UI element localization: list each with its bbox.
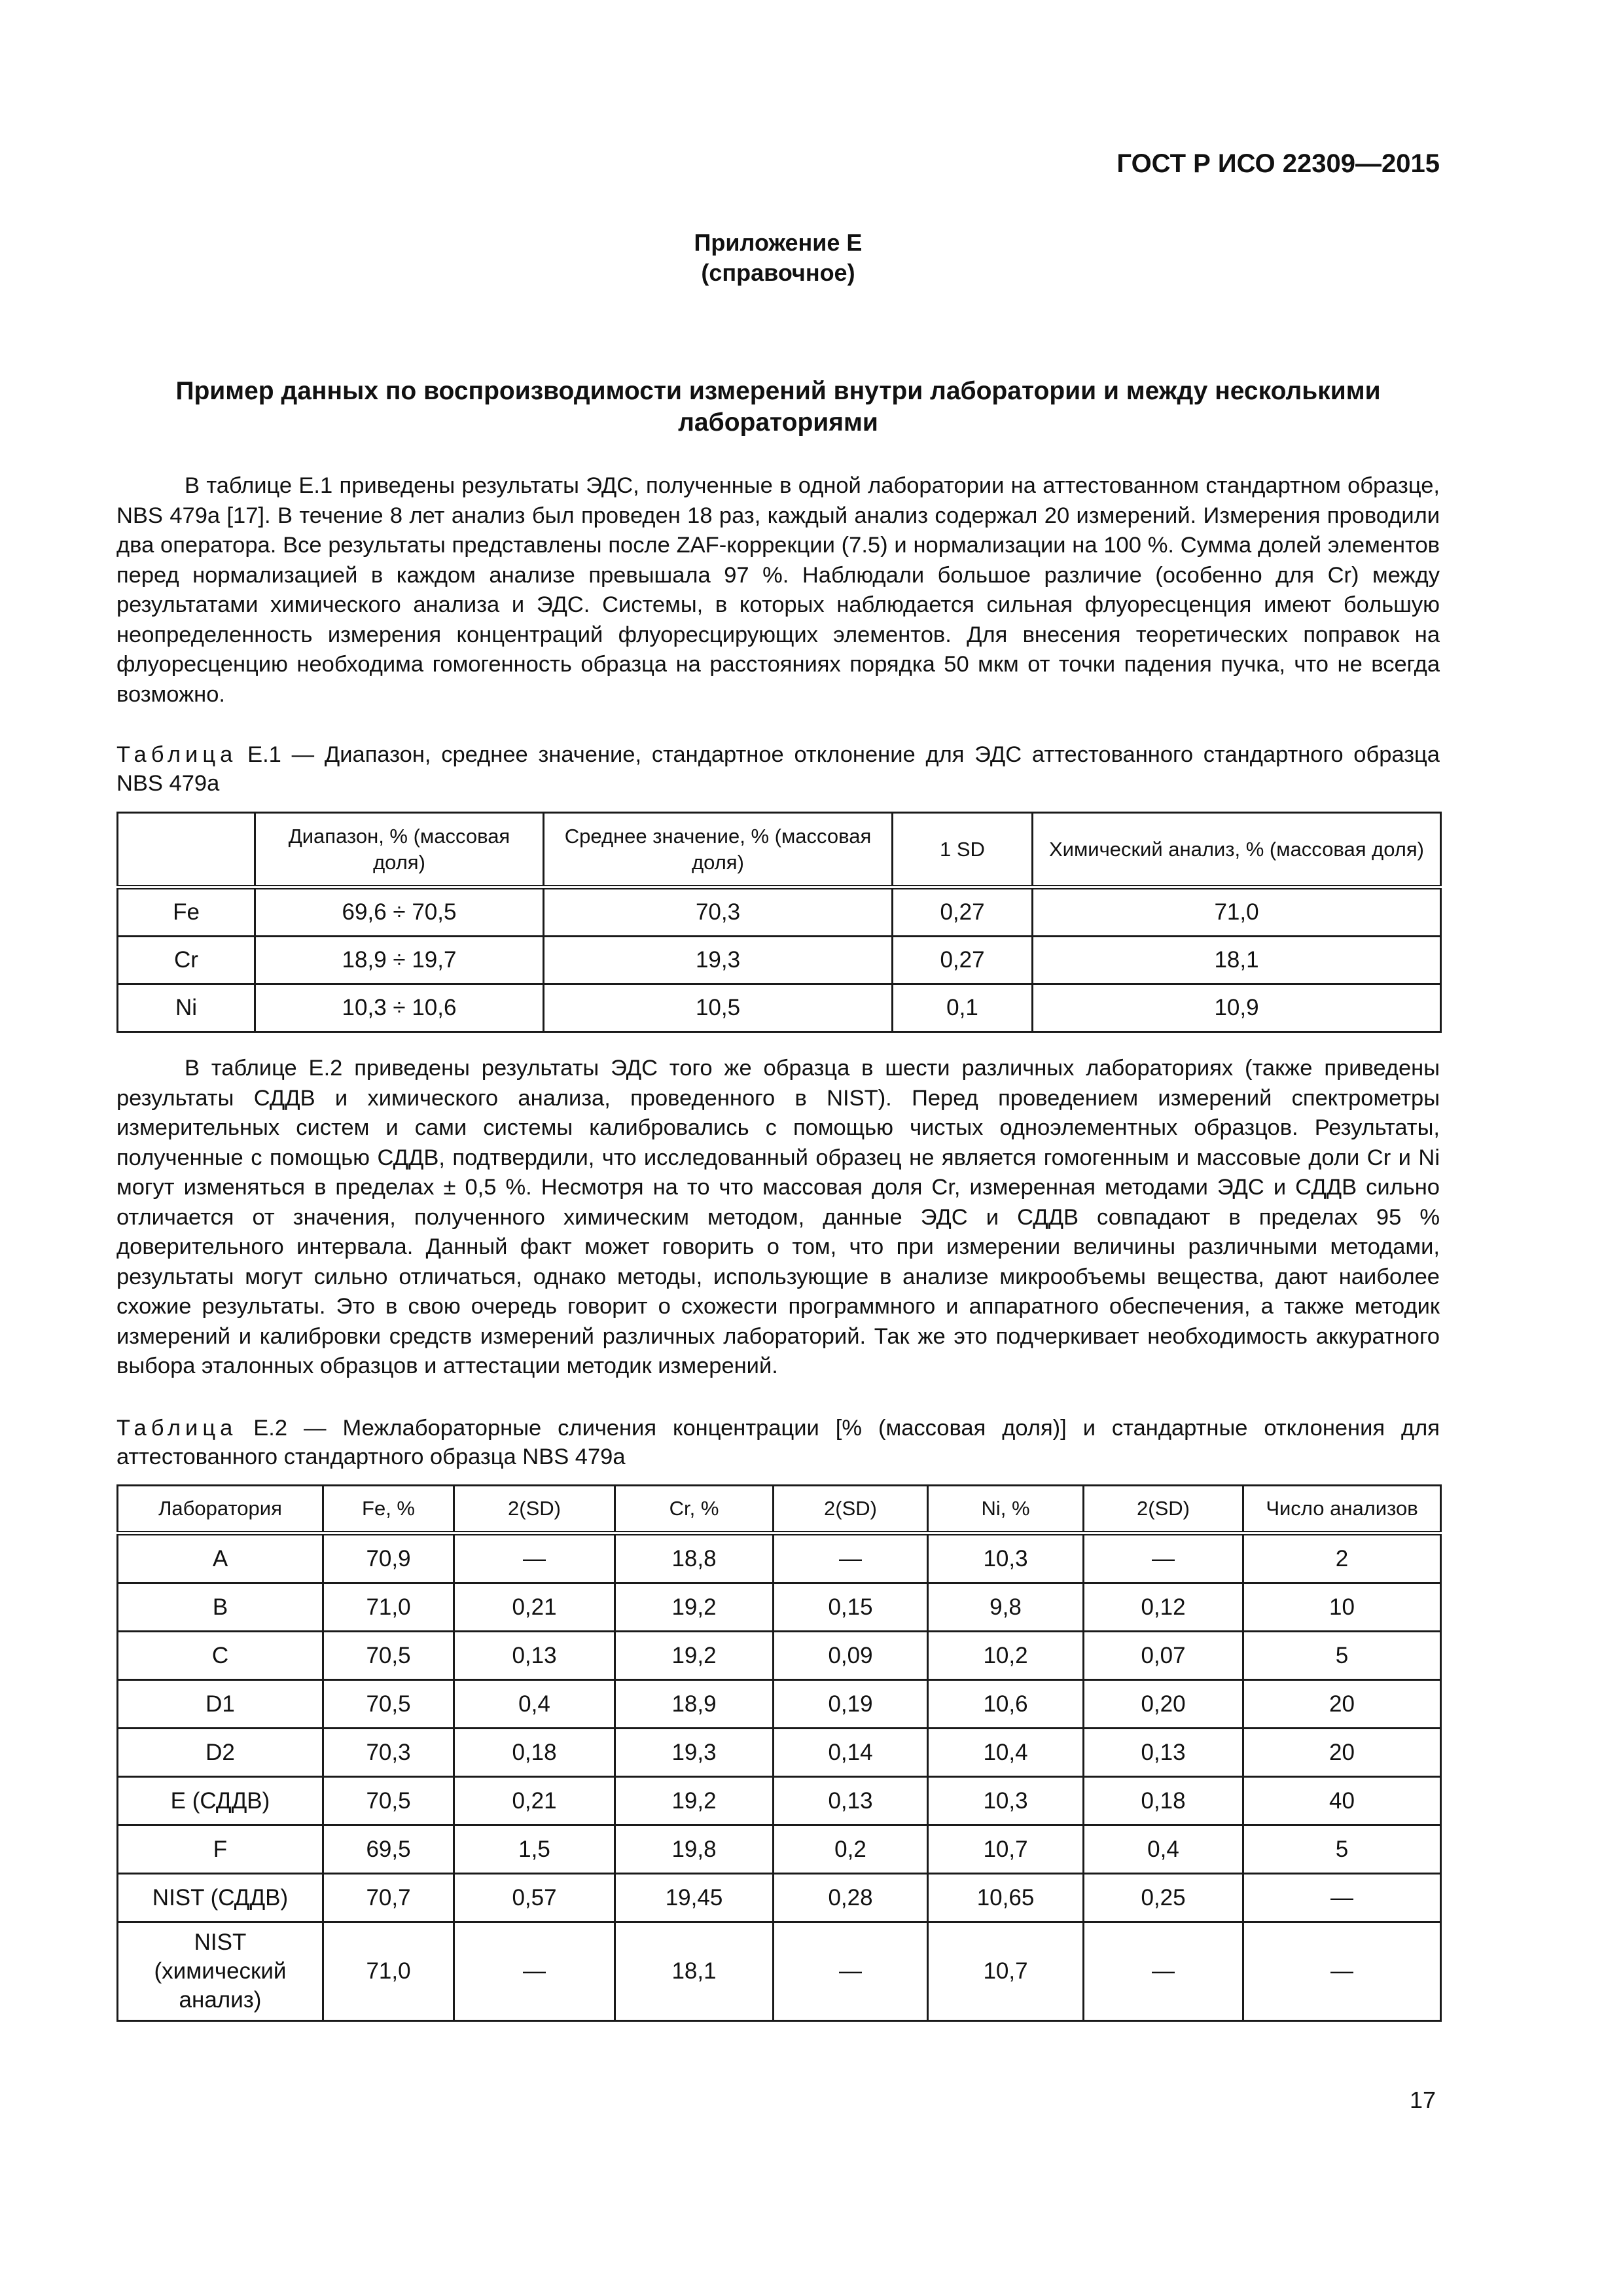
table-cell: 70,5 [323,1680,454,1729]
table-row [118,888,1441,937]
table-cell: 0,21 [454,1583,615,1632]
table-cell: 0,57 [454,1874,615,1922]
table-cell: 19,3 [615,1729,774,1777]
table-cell: 71,0 [323,1922,454,2021]
lab-name-cell: NIST (химический анализ) [118,1922,323,2021]
table-cell: 0,18 [454,1729,615,1777]
table-1-header-cell [118,813,255,888]
table-1-header-row [118,813,1441,888]
table-cell: 10,7 [928,1922,1084,2021]
table-cell: 40 [1243,1777,1441,1825]
table-row [118,1874,1441,1922]
table-cell: 0,15 [774,1583,928,1632]
table-1-caption-text: Е.1 — Диапазон, среднее значение, стандартное отклонение для ЭДС аттестованного стандартного образца NBS 479a [116,742,1440,796]
table-row [118,984,1441,1032]
table-cell: 19,2 [615,1583,774,1632]
table-cell: 10,6 [928,1680,1084,1729]
table-1-header-cell: 1 SD [893,813,1033,888]
table-row [118,1729,1441,1777]
table-cell: 19,45 [615,1874,774,1922]
table-cell: 0,07 [1084,1632,1243,1680]
table-1 [116,812,1442,1033]
lab-name-cell: F [118,1825,323,1874]
lab-name-cell: A [118,1534,323,1583]
annex-label: Приложение Е [694,229,863,256]
table-cell: 71,0 [1033,888,1441,937]
table-cell: 10,4 [928,1729,1084,1777]
table-cell: — [1243,1874,1441,1922]
lab-name-cell: B [118,1583,323,1632]
table-row [118,1922,1441,2021]
table-cell: 10 [1243,1583,1441,1632]
table-cell: 10,3 ÷ 10,6 [255,984,544,1032]
table-2-header-cell: 2(SD) [454,1486,615,1534]
table-cell: 0,2 [774,1825,928,1874]
table-cell: 0,27 [893,888,1033,937]
table-2-header-row [118,1486,1441,1534]
table-cell: 19,3 [544,937,893,984]
table-cell: 70,7 [323,1874,454,1922]
table-cell: 0,13 [1084,1729,1243,1777]
table-2-caption-word: Таблица [116,1416,238,1441]
table-cell: — [1084,1922,1243,2021]
table-2-header-cell: 2(SD) [1084,1486,1243,1534]
table-2-header-cell: Ni, % [928,1486,1084,1534]
annex-heading [116,228,1440,288]
table-cell: 0,21 [454,1777,615,1825]
table-cell: — [1084,1534,1243,1583]
table-2 [116,1484,1442,2022]
table-2-header-cell: 2(SD) [774,1486,928,1534]
table-cell: 10,5 [544,984,893,1032]
lab-name-cell: NIST (СДДВ) [118,1874,323,1922]
table-2-caption [116,1414,1440,1471]
lab-name-cell: E (СДДВ) [118,1777,323,1825]
table-cell: 0,13 [774,1777,928,1825]
table-1-header-cell: Диапазон, % (массовая доля) [255,813,544,888]
table-2-caption-text: Е.2 — Межлабораторные сличения концентрации [% (массовая доля)] и стандартные отклонения для аттестованного стандартного образца NBS 479a [116,1416,1440,1469]
table-cell: 70,5 [323,1632,454,1680]
table-cell: 5 [1243,1825,1441,1874]
table-cell: — [1243,1922,1441,2021]
table-2-header-cell: Fe, % [323,1486,454,1534]
table-cell: 0,28 [774,1874,928,1922]
table-cell: — [454,1922,615,2021]
table-1-caption [116,740,1440,798]
table-cell: 0,25 [1084,1874,1243,1922]
table-cell: 18,9 ÷ 19,7 [255,937,544,984]
table-cell: 19,2 [615,1632,774,1680]
table-cell: 71,0 [323,1583,454,1632]
table-cell: 9,8 [928,1583,1084,1632]
annex-type: (справочное) [701,259,855,286]
table-2-header-cell: Cr, % [615,1486,774,1534]
table-row [118,937,1441,984]
table-cell: 69,6 ÷ 70,5 [255,888,544,937]
lab-name-cell: D1 [118,1680,323,1729]
table-row [118,1632,1441,1680]
paragraph-2: В таблице Е.2 приведены результаты ЭДС того же образца в шести различных лабораториях (также приведены результаты СДДВ и химического анализа, проведенного в NIST). Перед проведением измерений спектрометры измерительных систем и сами системы калибровались с помощью чистых одноэлементных образцов. Результаты, полученные с помощью СДДВ, подтвердили, что исследованный образец не является гомогенным и массовые доли Cr и Ni могут изменяться в пределах ± 0,5 %. Несмотря на то что массовая доля Cr, измеренная методами ЭДС и СДДВ сильно отличается от значения, полученного химическим методом, данные ЭДС и СДДВ совпадают в пределах 95 % доверительного интервала. Данный факт может говорить о том, что при измерении величины различными методами, результаты могут сильно отличаться, однако методы, использующие в анализе микрообъемы вещества, дают наиболее схожие результаты. Это в свою очередь говорит о схожести программного и аппаратного обеспечения, а также методик измерений и калибровки средств измерений различных лабораторий. Так же это подчеркивает необходимость аккуратного выбора эталонных образцов и аттестации методик измерений. [116,1056,1440,1378]
table-cell: 1,5 [454,1825,615,1874]
table-cell: 0,1 [893,984,1033,1032]
table-cell: 10,65 [928,1874,1084,1922]
table-2-header-cell: Лаборатория [118,1486,323,1534]
table-1-header-cell: Среднее значение, % (массовая доля) [544,813,893,888]
table-cell: 10,3 [928,1777,1084,1825]
page-number: 17 [1409,2087,1436,2113]
table-cell: — [774,1534,928,1583]
table-cell: 0,09 [774,1632,928,1680]
table-cell: 0,13 [454,1632,615,1680]
paragraph-1: В таблице Е.1 приведены результаты ЭДС, полученные в одной лаборатории на аттестованном стандартном образце, NBS 479a [17]. В течение 8 лет анализ был проведен 18 раз, каждый анализ содержал 20 измерений. Измерения проводили два оператора. Все результаты представлены после ZAF-коррекции (7.5) и нормализации на 100 %. Сумма долей элементов перед нормализацией в каждом анализе превышала 97 %. Наблюдали большое различие (особенно для Cr) между результатами химического анализа и ЭДС. Системы, в которых наблюдается сильная флуоресценция имеют большую неопределенность измерения концентраций флуоресцирующих элементов. Для внесения теоретических поправок на флуоресценцию необходима гомогенность образца на расстояниях порядка 50 мкм от точки падения пучка, что не всегда возможно. [116,473,1440,707]
table-row [118,1777,1441,1825]
table-2-header-cell: Число анализов [1243,1486,1441,1534]
table-1-caption-word: Таблица [116,742,238,767]
table-cell: 19,8 [615,1825,774,1874]
document-page [116,0,1440,2296]
table-cell: 18,8 [615,1534,774,1583]
table-cell: 10,9 [1033,984,1441,1032]
table-cell: 0,27 [893,937,1033,984]
table-cell: 70,3 [323,1729,454,1777]
document-code: ГОСТ Р ИСО 22309—2015 [1116,149,1440,178]
table-cell: 18,9 [615,1680,774,1729]
table-row [118,1825,1441,1874]
table-cell: 0,4 [454,1680,615,1729]
table-cell: 0,4 [1084,1825,1243,1874]
table-cell: 69,5 [323,1825,454,1874]
table-1-header-cell: Химический анализ, % (массовая доля) [1033,813,1441,888]
table-cell: 70,5 [323,1777,454,1825]
table-cell: — [454,1534,615,1583]
table-cell: 18,1 [1033,937,1441,984]
table-cell: 10,3 [928,1534,1084,1583]
table-cell: 0,18 [1084,1777,1243,1825]
table-cell: 20 [1243,1729,1441,1777]
table-cell: 5 [1243,1632,1441,1680]
table-cell: Fe [118,888,255,937]
table-cell: Ni [118,984,255,1032]
annex-title: Пример данных по воспроизводимости измерений внутри лаборатории и между несколькими лабораториями [175,377,1381,437]
table-cell: 20 [1243,1680,1441,1729]
lab-name-cell: D2 [118,1729,323,1777]
table-2-body [118,1534,1441,2021]
table-cell: 0,12 [1084,1583,1243,1632]
table-row [118,1534,1441,1583]
table-cell: Cr [118,937,255,984]
table-cell: 0,19 [774,1680,928,1729]
table-cell: 0,14 [774,1729,928,1777]
table-cell: 10,7 [928,1825,1084,1874]
table-cell: 10,2 [928,1632,1084,1680]
table-cell: 2 [1243,1534,1441,1583]
table-cell: 70,3 [544,888,893,937]
table-cell: 70,9 [323,1534,454,1583]
table-row [118,1583,1441,1632]
table-cell: 18,1 [615,1922,774,2021]
table-row [118,1680,1441,1729]
table-cell: — [774,1922,928,2021]
lab-name-cell: C [118,1632,323,1680]
table-cell: 0,20 [1084,1680,1243,1729]
table-cell: 19,2 [615,1777,774,1825]
